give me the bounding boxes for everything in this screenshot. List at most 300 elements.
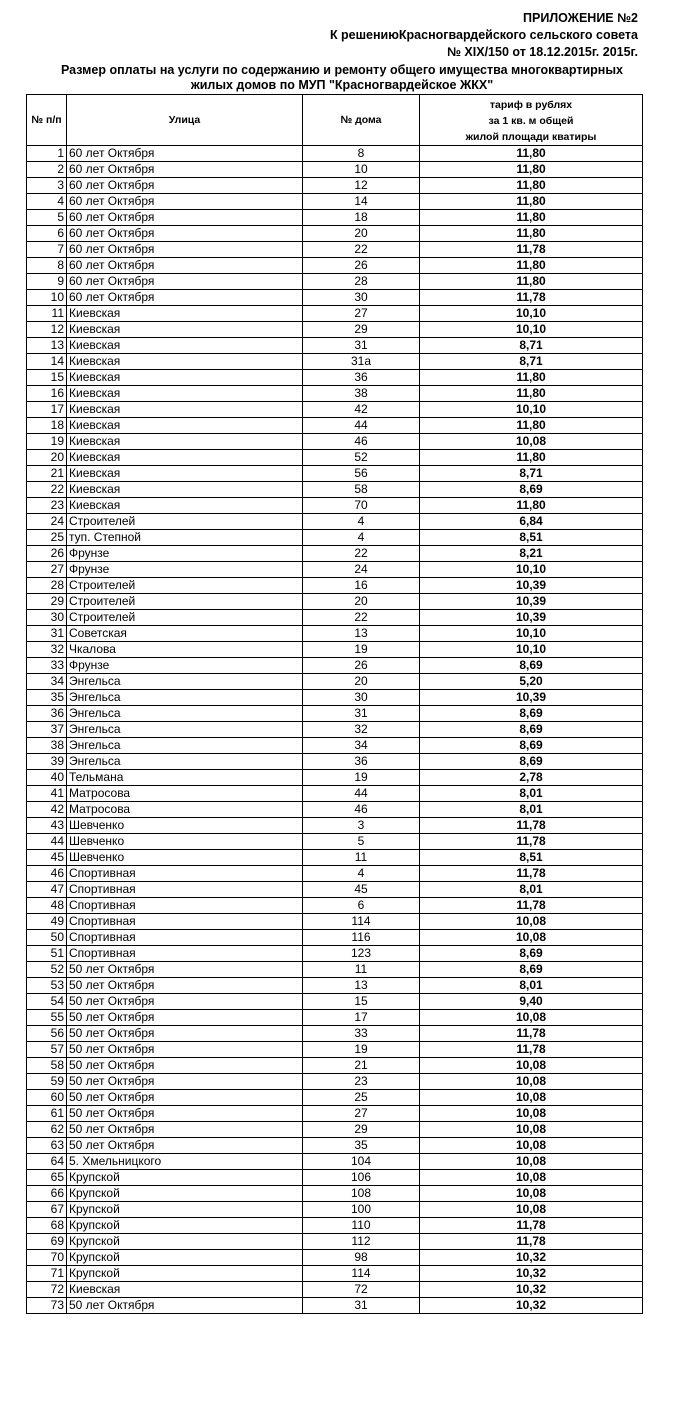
table-row bbox=[27, 498, 643, 514]
tariff-value: 10,08 bbox=[420, 1090, 643, 1106]
street-name: Советская bbox=[67, 626, 303, 642]
row-number: 18 bbox=[27, 418, 67, 434]
tariff-value: 11,80 bbox=[420, 226, 643, 242]
row-number: 10 bbox=[27, 290, 67, 306]
house-number: 12 bbox=[303, 178, 420, 194]
street-name: Энгельса bbox=[67, 706, 303, 722]
house-number: 70 bbox=[303, 498, 420, 514]
table-row bbox=[27, 370, 643, 386]
row-number: 45 bbox=[27, 850, 67, 866]
tariff-value: 6,84 bbox=[420, 514, 643, 530]
street-name: 50 лет Октября bbox=[67, 994, 303, 1010]
house-number: 20 bbox=[303, 594, 420, 610]
row-number: 57 bbox=[27, 1042, 67, 1058]
row-number: 29 bbox=[27, 594, 67, 610]
table-row bbox=[27, 626, 643, 642]
table-row bbox=[27, 802, 643, 818]
row-number: 56 bbox=[27, 1026, 67, 1042]
table-row bbox=[27, 1266, 643, 1282]
house-number: 98 bbox=[303, 1250, 420, 1266]
tariff-value: 10,08 bbox=[420, 1058, 643, 1074]
tariff-value: 8,01 bbox=[420, 802, 643, 818]
table-row bbox=[27, 562, 643, 578]
house-number: 11 bbox=[303, 962, 420, 978]
tariff-value: 11,78 bbox=[420, 834, 643, 850]
tariff-value: 11,80 bbox=[420, 146, 643, 162]
house-number: 35 bbox=[303, 1138, 420, 1154]
row-number: 5 bbox=[27, 210, 67, 226]
table-row bbox=[27, 450, 643, 466]
row-number: 66 bbox=[27, 1186, 67, 1202]
row-number: 71 bbox=[27, 1266, 67, 1282]
row-number: 48 bbox=[27, 898, 67, 914]
row-number: 31 bbox=[27, 626, 67, 642]
column-header-tariff bbox=[420, 95, 643, 146]
tariff-value: 8,69 bbox=[420, 754, 643, 770]
row-number: 20 bbox=[27, 450, 67, 466]
tariff-value: 11,80 bbox=[420, 258, 643, 274]
column-header-street: Улица bbox=[67, 95, 303, 146]
street-name: Крупской bbox=[67, 1266, 303, 1282]
house-number: 16 bbox=[303, 578, 420, 594]
street-name: Киевская bbox=[67, 306, 303, 322]
table-row bbox=[27, 210, 643, 226]
street-name: 50 лет Октября bbox=[67, 1106, 303, 1122]
tariff-header-line-2: за 1 кв. м общей bbox=[488, 114, 574, 127]
street-name: Киевская bbox=[67, 370, 303, 386]
tariff-value: 10,39 bbox=[420, 578, 643, 594]
row-number: 46 bbox=[27, 866, 67, 882]
street-name: Крупской bbox=[67, 1218, 303, 1234]
house-number: 42 bbox=[303, 402, 420, 418]
street-name: Фрунзе bbox=[67, 658, 303, 674]
tariff-value: 11,78 bbox=[420, 898, 643, 914]
house-number: 72 bbox=[303, 1282, 420, 1298]
tariff-value: 8,69 bbox=[420, 658, 643, 674]
tariff-value: 11,78 bbox=[420, 866, 643, 882]
house-number: 31 bbox=[303, 338, 420, 354]
street-name: 50 лет Октября bbox=[67, 1042, 303, 1058]
row-number: 67 bbox=[27, 1202, 67, 1218]
house-number: 18 bbox=[303, 210, 420, 226]
street-name: 60 лет Октября bbox=[67, 210, 303, 226]
table-row bbox=[27, 322, 643, 338]
street-name: Матросова bbox=[67, 786, 303, 802]
street-name: Спортивная bbox=[67, 946, 303, 962]
row-number: 26 bbox=[27, 546, 67, 562]
table-row bbox=[27, 1170, 643, 1186]
table-row bbox=[27, 514, 643, 530]
house-number: 29 bbox=[303, 1122, 420, 1138]
table-row bbox=[27, 434, 643, 450]
house-number: 19 bbox=[303, 642, 420, 658]
street-name: 50 лет Октября bbox=[67, 962, 303, 978]
tariff-value: 10,10 bbox=[420, 322, 643, 338]
street-name: Киевская bbox=[67, 418, 303, 434]
street-name: 60 лет Октября bbox=[67, 258, 303, 274]
tariff-value: 11,80 bbox=[420, 498, 643, 514]
house-number: 106 bbox=[303, 1170, 420, 1186]
tariff-value: 10,10 bbox=[420, 306, 643, 322]
street-name: 50 лет Октября bbox=[67, 1058, 303, 1074]
table-row bbox=[27, 530, 643, 546]
table-row bbox=[27, 722, 643, 738]
row-number: 11 bbox=[27, 306, 67, 322]
table-row bbox=[27, 642, 643, 658]
column-header-house: № дома bbox=[303, 95, 420, 146]
street-name: 60 лет Октября bbox=[67, 242, 303, 258]
tariff-value: 8,69 bbox=[420, 722, 643, 738]
house-number: 45 bbox=[303, 882, 420, 898]
row-number: 52 bbox=[27, 962, 67, 978]
house-number: 31а bbox=[303, 354, 420, 370]
street-name: Фрунзе bbox=[67, 546, 303, 562]
street-name: Киевская bbox=[67, 386, 303, 402]
street-name: Тельмана bbox=[67, 770, 303, 786]
table-row bbox=[27, 258, 643, 274]
house-number: 22 bbox=[303, 242, 420, 258]
tariff-value: 11,78 bbox=[420, 1234, 643, 1250]
house-number: 3 bbox=[303, 818, 420, 834]
row-number: 6 bbox=[27, 226, 67, 242]
table-row bbox=[27, 866, 643, 882]
tariff-value: 10,39 bbox=[420, 594, 643, 610]
tariff-value: 10,39 bbox=[420, 690, 643, 706]
house-number: 31 bbox=[303, 706, 420, 722]
street-name: Строителей bbox=[67, 578, 303, 594]
street-name: Крупской bbox=[67, 1250, 303, 1266]
row-number: 2 bbox=[27, 162, 67, 178]
table-row bbox=[27, 1282, 643, 1298]
street-name: Крупской bbox=[67, 1234, 303, 1250]
street-name: Спортивная bbox=[67, 898, 303, 914]
tariff-value: 11,78 bbox=[420, 242, 643, 258]
table-row bbox=[27, 402, 643, 418]
row-number: 64 bbox=[27, 1154, 67, 1170]
house-number: 4 bbox=[303, 514, 420, 530]
house-number: 56 bbox=[303, 466, 420, 482]
tariff-value: 8,51 bbox=[420, 530, 643, 546]
row-number: 54 bbox=[27, 994, 67, 1010]
street-name: 60 лет Октября bbox=[67, 146, 303, 162]
street-name: Матросова bbox=[67, 802, 303, 818]
street-name: 5. Хмельницкого bbox=[67, 1154, 303, 1170]
tariff-value: 10,08 bbox=[420, 930, 643, 946]
table-row bbox=[27, 226, 643, 242]
tariff-value: 11,78 bbox=[420, 290, 643, 306]
street-name: Фрунзе bbox=[67, 562, 303, 578]
street-name: 50 лет Октября bbox=[67, 1090, 303, 1106]
house-number: 46 bbox=[303, 802, 420, 818]
row-number: 70 bbox=[27, 1250, 67, 1266]
street-name: 60 лет Октября bbox=[67, 274, 303, 290]
row-number: 19 bbox=[27, 434, 67, 450]
house-number: 17 bbox=[303, 1010, 420, 1026]
row-number: 47 bbox=[27, 882, 67, 898]
row-number: 35 bbox=[27, 690, 67, 706]
tariff-value: 8,71 bbox=[420, 354, 643, 370]
tariff-value: 10,08 bbox=[420, 1170, 643, 1186]
table-row bbox=[27, 466, 643, 482]
row-number: 1 bbox=[27, 146, 67, 162]
tariff-value: 10,10 bbox=[420, 642, 643, 658]
house-number: 114 bbox=[303, 914, 420, 930]
row-number: 27 bbox=[27, 562, 67, 578]
tariff-value: 11,78 bbox=[420, 1218, 643, 1234]
street-name: Строителей bbox=[67, 594, 303, 610]
tariff-value: 10,08 bbox=[420, 1186, 643, 1202]
street-name: Крупской bbox=[67, 1202, 303, 1218]
house-number: 100 bbox=[303, 1202, 420, 1218]
tariff-value: 11,80 bbox=[420, 274, 643, 290]
table-row bbox=[27, 818, 643, 834]
tariff-value: 8,01 bbox=[420, 882, 643, 898]
house-number: 34 bbox=[303, 738, 420, 754]
table-row bbox=[27, 978, 643, 994]
row-number: 12 bbox=[27, 322, 67, 338]
house-number: 116 bbox=[303, 930, 420, 946]
table-row bbox=[27, 994, 643, 1010]
tariff-value: 11,78 bbox=[420, 1026, 643, 1042]
table-row bbox=[27, 754, 643, 770]
house-number: 20 bbox=[303, 226, 420, 242]
house-number: 27 bbox=[303, 306, 420, 322]
street-name: 50 лет Октября bbox=[67, 1138, 303, 1154]
table-row bbox=[27, 850, 643, 866]
street-name: Спортивная bbox=[67, 914, 303, 930]
row-number: 36 bbox=[27, 706, 67, 722]
house-number: 104 bbox=[303, 1154, 420, 1170]
row-number: 58 bbox=[27, 1058, 67, 1074]
street-name: 60 лет Октября bbox=[67, 226, 303, 242]
house-number: 19 bbox=[303, 1042, 420, 1058]
decision-number: № XIX/150 от 18.12.2015г. 2015г. bbox=[447, 45, 638, 59]
table-row bbox=[27, 1138, 643, 1154]
row-number: 39 bbox=[27, 754, 67, 770]
tariff-value: 10,32 bbox=[420, 1250, 643, 1266]
street-name: Киевская bbox=[67, 1282, 303, 1298]
table-row bbox=[27, 594, 643, 610]
tariff-value: 10,32 bbox=[420, 1266, 643, 1282]
tariff-value: 8,01 bbox=[420, 978, 643, 994]
table-row bbox=[27, 338, 643, 354]
street-name: Крупской bbox=[67, 1170, 303, 1186]
table-row bbox=[27, 706, 643, 722]
house-number: 21 bbox=[303, 1058, 420, 1074]
house-number: 8 bbox=[303, 146, 420, 162]
street-name: 50 лет Октября bbox=[67, 978, 303, 994]
street-name: Спортивная bbox=[67, 930, 303, 946]
street-name: Энгельса bbox=[67, 690, 303, 706]
house-number: 22 bbox=[303, 610, 420, 626]
street-name: Шевченко bbox=[67, 818, 303, 834]
row-number: 32 bbox=[27, 642, 67, 658]
street-name: Строителей bbox=[67, 514, 303, 530]
table-row bbox=[27, 1042, 643, 1058]
street-name: Киевская bbox=[67, 482, 303, 498]
row-number: 4 bbox=[27, 194, 67, 210]
house-number: 31 bbox=[303, 1298, 420, 1314]
street-name: Киевская bbox=[67, 434, 303, 450]
house-number: 22 bbox=[303, 546, 420, 562]
decision-reference: К решениюКрасногвардейского сельского совета bbox=[329, 28, 638, 42]
street-name: Шевченко bbox=[67, 850, 303, 866]
house-number: 123 bbox=[303, 946, 420, 962]
house-number: 58 bbox=[303, 482, 420, 498]
tariff-value: 8,69 bbox=[420, 946, 643, 962]
tariff-value: 5,20 bbox=[420, 674, 643, 690]
table-row bbox=[27, 610, 643, 626]
house-number: 30 bbox=[303, 690, 420, 706]
row-number: 14 bbox=[27, 354, 67, 370]
street-name: Энгельса bbox=[67, 738, 303, 754]
tariff-value: 10,08 bbox=[420, 914, 643, 930]
row-number: 68 bbox=[27, 1218, 67, 1234]
house-number: 24 bbox=[303, 562, 420, 578]
tariff-value: 8,01 bbox=[420, 786, 643, 802]
tariff-value: 10,08 bbox=[420, 1106, 643, 1122]
tariff-value: 11,80 bbox=[420, 418, 643, 434]
row-number: 69 bbox=[27, 1234, 67, 1250]
table-row bbox=[27, 274, 643, 290]
table-row bbox=[27, 962, 643, 978]
table-row bbox=[27, 1154, 643, 1170]
street-name: Киевская bbox=[67, 322, 303, 338]
street-name: Киевская bbox=[67, 466, 303, 482]
table-row bbox=[27, 162, 643, 178]
table-row bbox=[27, 546, 643, 562]
tariff-value: 10,08 bbox=[420, 1122, 643, 1138]
row-number: 60 bbox=[27, 1090, 67, 1106]
table-row bbox=[27, 1250, 643, 1266]
house-number: 19 bbox=[303, 770, 420, 786]
tariff-value: 10,08 bbox=[420, 1202, 643, 1218]
table-row bbox=[27, 930, 643, 946]
street-name: Строителей bbox=[67, 610, 303, 626]
table-row bbox=[27, 178, 643, 194]
street-name: 60 лет Октября bbox=[67, 194, 303, 210]
row-number: 13 bbox=[27, 338, 67, 354]
house-number: 114 bbox=[303, 1266, 420, 1282]
table-row bbox=[27, 1202, 643, 1218]
street-name: туп. Степной bbox=[67, 530, 303, 546]
tariff-value: 10,39 bbox=[420, 610, 643, 626]
document-title-line-2: жилых домов по МУП "Красногвардейское ЖКХ" bbox=[190, 78, 494, 92]
street-name: 60 лет Октября bbox=[67, 290, 303, 306]
tariff-value: 11,80 bbox=[420, 194, 643, 210]
table-row bbox=[27, 418, 643, 434]
tariff-value: 10,08 bbox=[420, 1074, 643, 1090]
row-number: 22 bbox=[27, 482, 67, 498]
table-row bbox=[27, 1090, 643, 1106]
table-row bbox=[27, 770, 643, 786]
table-row bbox=[27, 1010, 643, 1026]
tariff-table bbox=[26, 94, 643, 1314]
row-number: 15 bbox=[27, 370, 67, 386]
row-number: 44 bbox=[27, 834, 67, 850]
street-name: Спортивная bbox=[67, 882, 303, 898]
appendix-label: ПРИЛОЖЕНИЕ №2 bbox=[523, 11, 638, 25]
tariff-value: 10,32 bbox=[420, 1298, 643, 1314]
house-number: 33 bbox=[303, 1026, 420, 1042]
table-row bbox=[27, 674, 643, 690]
house-number: 26 bbox=[303, 658, 420, 674]
row-number: 42 bbox=[27, 802, 67, 818]
street-name: Киевская bbox=[67, 450, 303, 466]
house-number: 5 bbox=[303, 834, 420, 850]
row-number: 34 bbox=[27, 674, 67, 690]
tariff-value: 11,80 bbox=[420, 178, 643, 194]
house-number: 44 bbox=[303, 418, 420, 434]
table-row bbox=[27, 1106, 643, 1122]
row-number: 38 bbox=[27, 738, 67, 754]
tariff-value: 2,78 bbox=[420, 770, 643, 786]
table-row bbox=[27, 194, 643, 210]
table-row bbox=[27, 1298, 643, 1314]
house-number: 13 bbox=[303, 626, 420, 642]
row-number: 55 bbox=[27, 1010, 67, 1026]
house-number: 15 bbox=[303, 994, 420, 1010]
house-number: 28 bbox=[303, 274, 420, 290]
row-number: 16 bbox=[27, 386, 67, 402]
row-number: 62 bbox=[27, 1122, 67, 1138]
street-name: Киевская bbox=[67, 402, 303, 418]
house-number: 4 bbox=[303, 866, 420, 882]
street-name: Киевская bbox=[67, 354, 303, 370]
row-number: 25 bbox=[27, 530, 67, 546]
column-header-num: № п/п bbox=[27, 95, 67, 146]
tariff-value: 8,69 bbox=[420, 738, 643, 754]
table-row bbox=[27, 386, 643, 402]
table-header-row bbox=[27, 95, 643, 146]
house-number: 6 bbox=[303, 898, 420, 914]
table-row bbox=[27, 1218, 643, 1234]
table-row bbox=[27, 834, 643, 850]
row-number: 3 bbox=[27, 178, 67, 194]
row-number: 37 bbox=[27, 722, 67, 738]
table-row bbox=[27, 578, 643, 594]
tariff-value: 8,69 bbox=[420, 706, 643, 722]
row-number: 53 bbox=[27, 978, 67, 994]
tariff-header-line-1: тариф в рублях bbox=[489, 98, 573, 111]
tariff-value: 11,80 bbox=[420, 370, 643, 386]
street-name: 60 лет Октября bbox=[67, 178, 303, 194]
tariff-value: 10,08 bbox=[420, 1154, 643, 1170]
house-number: 30 bbox=[303, 290, 420, 306]
house-number: 26 bbox=[303, 258, 420, 274]
table-row bbox=[27, 1074, 643, 1090]
table-row bbox=[27, 1234, 643, 1250]
tariff-value: 11,80 bbox=[420, 386, 643, 402]
street-name: 50 лет Октября bbox=[67, 1074, 303, 1090]
row-number: 9 bbox=[27, 274, 67, 290]
row-number: 24 bbox=[27, 514, 67, 530]
street-name: 60 лет Октября bbox=[67, 162, 303, 178]
street-name: Энгельса bbox=[67, 722, 303, 738]
house-number: 52 bbox=[303, 450, 420, 466]
house-number: 46 bbox=[303, 434, 420, 450]
table-row bbox=[27, 1026, 643, 1042]
street-name: Энгельса bbox=[67, 674, 303, 690]
street-name: Киевская bbox=[67, 498, 303, 514]
table-row bbox=[27, 1122, 643, 1138]
house-number: 4 bbox=[303, 530, 420, 546]
row-number: 28 bbox=[27, 578, 67, 594]
table-row bbox=[27, 690, 643, 706]
row-number: 8 bbox=[27, 258, 67, 274]
tariff-value: 9,40 bbox=[420, 994, 643, 1010]
row-number: 50 bbox=[27, 930, 67, 946]
